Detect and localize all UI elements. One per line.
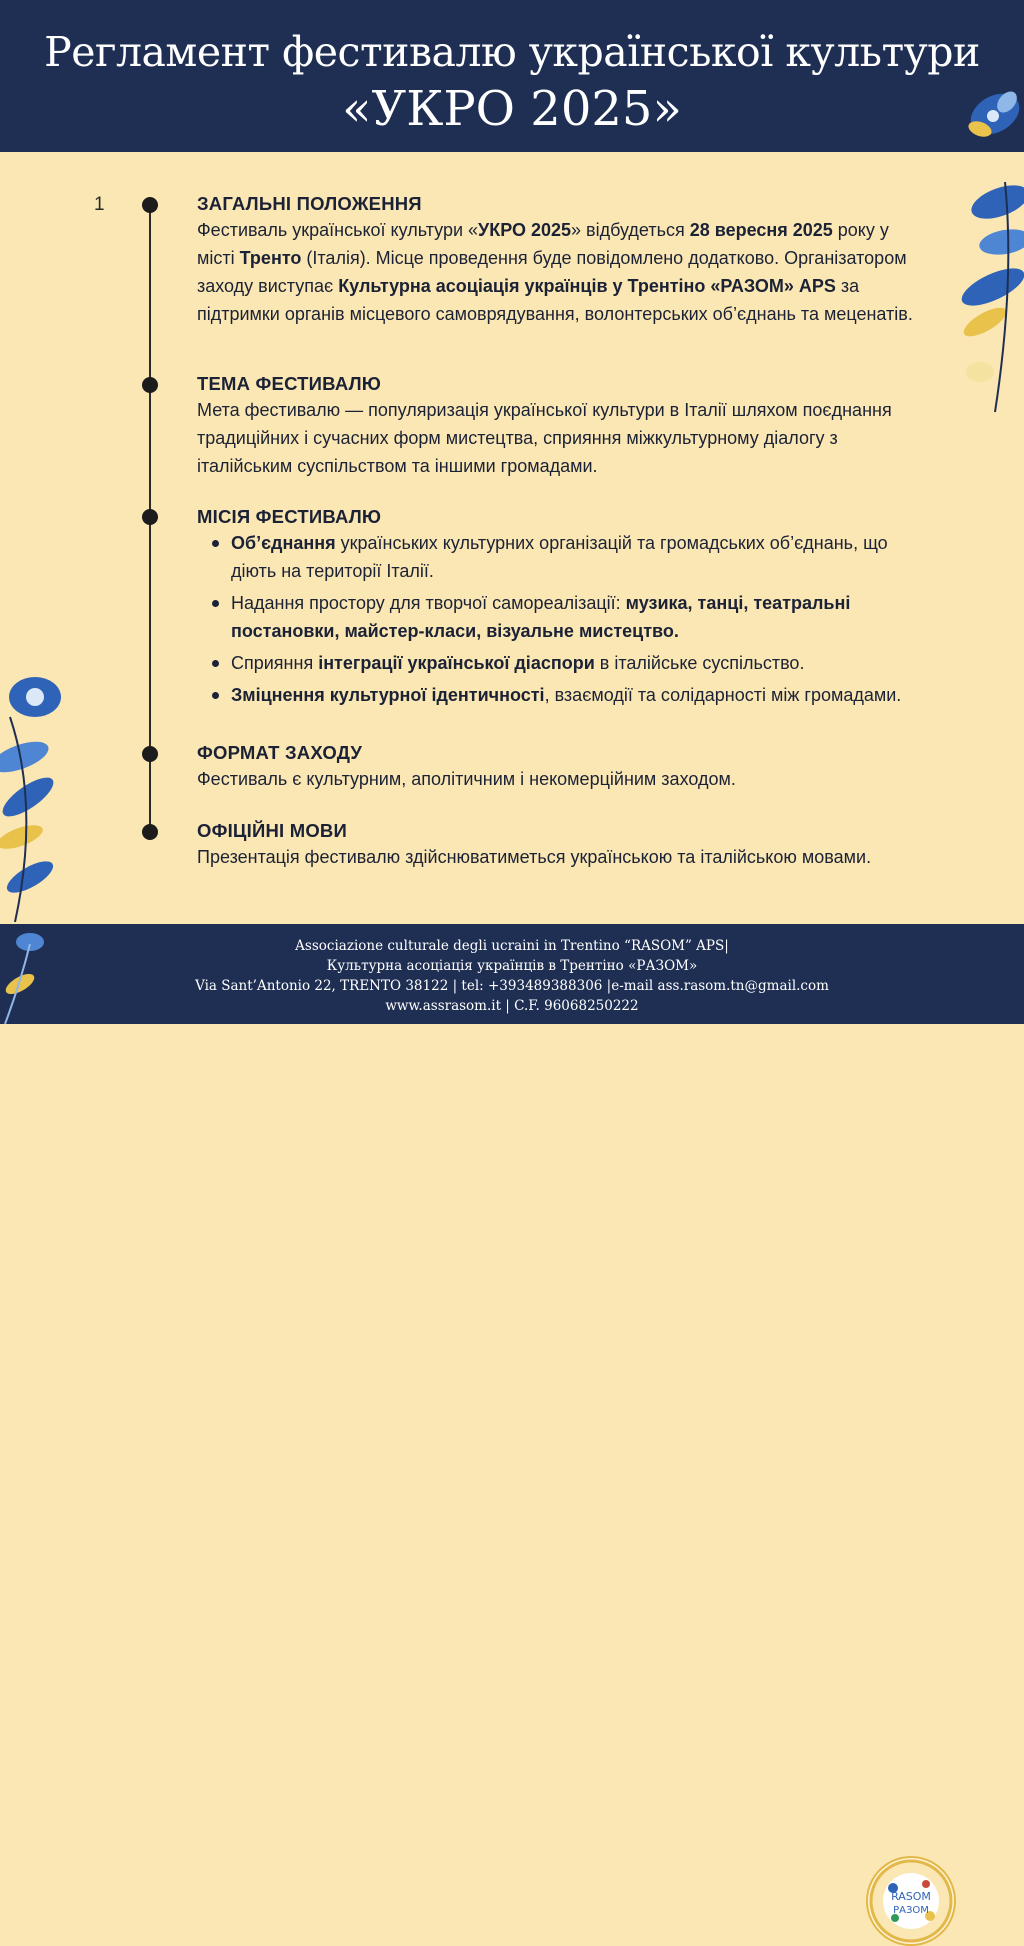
timeline-dot-icon: [142, 509, 158, 525]
text-run: року у місті: [197, 220, 889, 268]
section-heading: ФОРМАТ ЗАХОДУ: [197, 742, 363, 763]
text-run: (Італія). Місце проведення буде повідомлено додатково. Організатором заходу виступає: [197, 248, 907, 296]
text-run: Мета фестивалю — популяризація української культури в Італії шляхом поєднання традиційних і сучасних форм мистецтва, сприяння міжкультурному діалогу з італійським суспільством та іншими громадами.: [197, 400, 892, 476]
text-run-bold: 28 вересня 2025: [689, 220, 833, 240]
list-item: [231, 529, 931, 585]
text-run-bold: Об’єднання: [231, 533, 336, 553]
page-title-line1: Регламент фестивалю української культури: [44, 28, 980, 76]
section-heading: ТЕМА ФЕСТИВАЛЮ: [197, 373, 382, 394]
section-general: [197, 192, 957, 328]
text-run: Надання простору для творчої самореалізації:: [231, 593, 626, 613]
text-run-bold: Культурна асоціація українців у Трентіно «РАЗОМ» APS: [338, 276, 836, 296]
list-item: [231, 681, 931, 709]
section-text: [197, 765, 957, 793]
footer-line1: Associazione culturale degli ucraini in Trentino “RASOM” APS|: [295, 938, 729, 954]
footer-line3: Via Sant’Antonio 22, TRENTO 38122 | tel: +393489388306 |e-mail ass.rasom.tn@gmail.com: [195, 978, 829, 994]
text-run: » відбудеться: [571, 220, 690, 240]
petrykivka-flower-icon: [0, 924, 70, 1024]
list-item: [231, 589, 931, 645]
page-title-line2: «УКРО 2025»: [342, 81, 682, 137]
section-text: [197, 396, 907, 480]
text-run: , взаємодії та солідарності між громадами.: [544, 685, 902, 705]
svg-text:RASOM: RASOM: [891, 1890, 931, 1903]
text-run-bold: Зміцнення культурної ідентичності: [231, 685, 545, 705]
footer-line2: Культурна асоціація українців в Трентіно «РАЗОМ»: [326, 958, 698, 974]
text-run: за підтримки органів місцевого самоврядування, волонтерських об’єднань та меценатів.: [197, 276, 913, 324]
section-heading: МІСІЯ ФЕСТИВАЛЮ: [197, 506, 382, 527]
mission-list: [197, 529, 931, 709]
section-text: [197, 216, 927, 328]
timeline-number: 1: [94, 194, 105, 215]
text-run: Фестиваль є культурним, аполітичним і некомерційним заходом.: [197, 769, 736, 789]
section-mission: [197, 505, 957, 713]
list-item: [231, 649, 931, 677]
text-run-bold: музика, танці, театральні постановки, майстер-класи, візуальне мистецтво.: [231, 593, 851, 641]
text-run-bold: інтеграції української діаспори: [318, 653, 595, 673]
text-run-bold: Тренто: [239, 248, 302, 268]
svg-text:РАЗОМ: РАЗОМ: [893, 1905, 929, 1916]
text-run: в італійське суспільство.: [594, 653, 805, 673]
text-run: українських культурних організацій та громадських об’єднань, що діють на території Італії.: [231, 533, 888, 581]
section-heading: ОФІЦІЙНІ МОВИ: [197, 820, 347, 841]
timeline-dot-icon: [142, 746, 158, 762]
section-heading: ЗАГАЛЬНІ ПОЛОЖЕННЯ: [197, 193, 422, 214]
rasom-logo-icon: [866, 1856, 956, 1946]
section-languages: [197, 819, 957, 871]
page-footer: [0, 924, 1024, 1916]
text-run-bold: УКРО 2025: [478, 220, 572, 240]
footer-line4: www.assrasom.it | C.F. 96068250222: [385, 998, 639, 1014]
section-theme: [197, 372, 957, 480]
petrykivka-flower-icon: [0, 657, 75, 922]
text-run: Фестиваль української культури «: [197, 220, 479, 240]
text-run: Сприяння: [231, 653, 319, 673]
page-header: [0, 0, 1024, 152]
timeline-dot-icon: [142, 824, 158, 840]
section-text: [197, 843, 957, 871]
timeline-dot-icon: [142, 377, 158, 393]
text-run: Презентація фестивалю здійснюватиметься українською та італійською мовами.: [197, 847, 872, 867]
section-format: [197, 741, 957, 793]
timeline-dot-icon: [142, 197, 158, 213]
